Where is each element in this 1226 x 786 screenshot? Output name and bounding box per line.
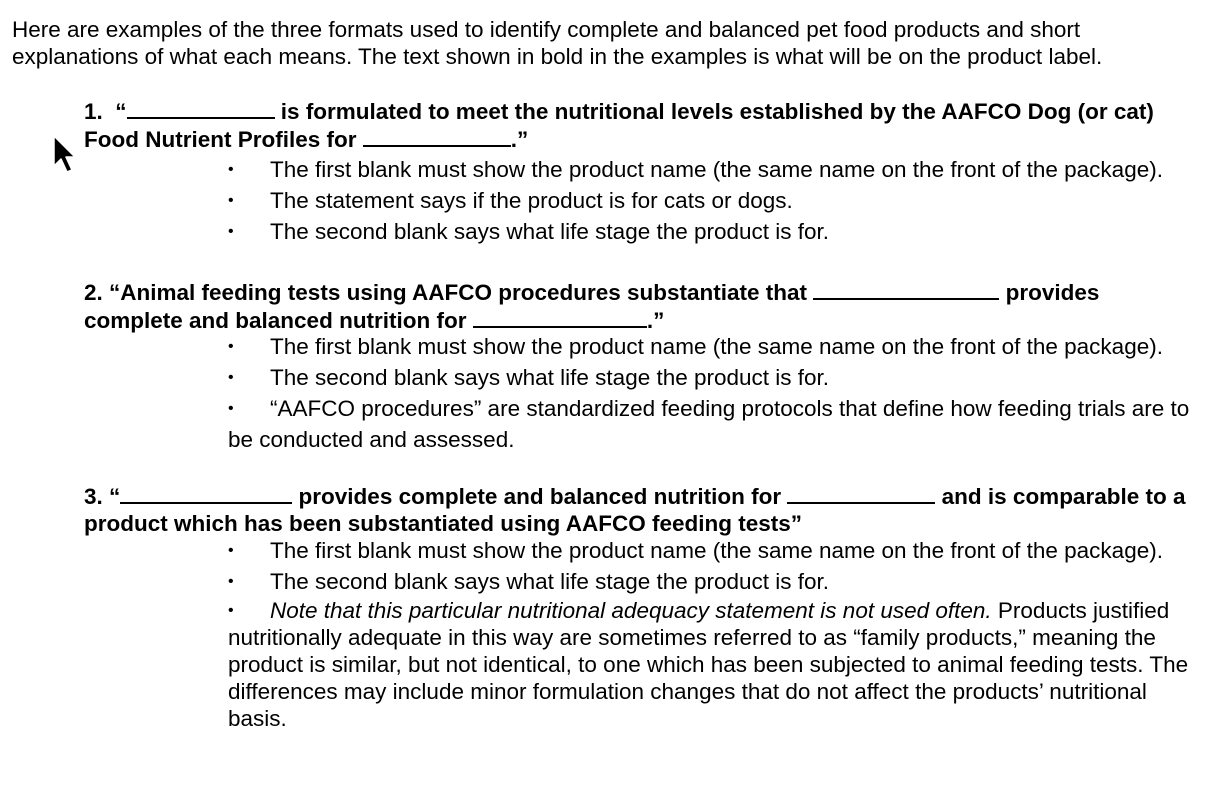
list-item <box>228 566 1198 597</box>
statement-1-text: is formulated to meet the nutritional levels established by the AAFCO Dog (or cat) Food Nutrient Profiles for <box>84 99 1154 152</box>
note-italic: Note that this particular nutritional adequacy statement is not used often. <box>270 598 992 623</box>
bullet-dot: • <box>228 338 234 355</box>
bullet-dot: • <box>228 223 234 240</box>
bullet-dot: • <box>228 369 234 386</box>
blank-product-name <box>127 97 275 119</box>
mouse-cursor-icon <box>52 134 78 174</box>
list-item <box>228 216 1198 247</box>
statement-1-number: 1. <box>84 99 103 124</box>
statement-2-number: 2. <box>84 280 103 305</box>
statement-3-text-b: and is comparable to a product which has been substantiated using AAFCO feeding tests” <box>84 484 1186 536</box>
bullet-text: The first blank must show the product name (the same name on the front of the package). <box>270 538 1163 563</box>
list-item <box>228 154 1198 185</box>
list-item <box>228 185 1198 216</box>
bullet-dot: • <box>228 192 234 209</box>
statement-3-bullets <box>228 535 1198 732</box>
statement-1 <box>84 97 1204 153</box>
note-rest: Products justified nutritionally adequate in this way are sometimes referred to as “family products,” meaning the product is similar, but not identical, to one which has been subjected to animal feeding tests. The differences may include minor formulation changes that do not affect the products’ nutritional basis. <box>228 598 1189 731</box>
bullet-text: The statement says if the product is for cats or dogs. <box>270 188 793 213</box>
blank-product-name <box>813 278 999 300</box>
bullet-text: The first blank must show the product name (the same name on the front of the package). <box>270 334 1163 359</box>
statement-2-bullets <box>228 331 1198 455</box>
list-item <box>228 597 1198 732</box>
bullet-text: The second blank says what life stage the product is for. <box>270 365 830 390</box>
statement-1-close: .” <box>510 127 529 152</box>
bullet-dot: • <box>228 602 234 619</box>
statement-2-close: .” <box>646 308 665 333</box>
statement-2-text-b: provides complete and balanced nutrition for <box>84 280 1100 333</box>
statement-3-text-a: provides complete and balanced nutrition for <box>298 484 782 509</box>
bullet-dot: • <box>228 542 234 559</box>
statement-3-number: 3. <box>84 484 103 509</box>
list-item <box>228 331 1198 362</box>
statement-2 <box>84 278 1204 334</box>
intro-paragraph: Here are examples of the three formats used to identify complete and balanced pet food products and short explanations of what each means. The text shown in bold in the examples is what will be on the product label. <box>12 17 1103 69</box>
blank-life-stage <box>473 306 647 328</box>
list-item <box>228 362 1198 393</box>
bullet-dot: • <box>228 400 234 417</box>
statement-2-text-a: “Animal feeding tests using AAFCO procedures substantiate that <box>109 280 808 305</box>
list-item <box>228 535 1198 566</box>
statement-1-bullets <box>228 154 1198 247</box>
list-item <box>228 393 1198 455</box>
bullet-text: The first blank must show the product name (the same name on the front of the package). <box>270 157 1163 182</box>
bullet-text: The second blank says what life stage the product is for. <box>270 569 830 594</box>
statement-3 <box>84 482 1204 537</box>
blank-life-stage <box>363 125 511 147</box>
blank-product-name <box>120 482 292 504</box>
statement-3-open-quote: “ <box>109 484 121 509</box>
statement-1-open-quote: “ <box>115 99 127 124</box>
bullet-text: The second blank says what life stage the product is for. <box>270 219 830 244</box>
bullet-text: “AAFCO procedures” are standardized feeding protocols that define how feeding trials are to be conducted and assessed. <box>228 396 1190 452</box>
blank-life-stage <box>787 482 935 504</box>
bullet-dot: • <box>228 161 234 178</box>
bullet-dot: • <box>228 573 234 590</box>
